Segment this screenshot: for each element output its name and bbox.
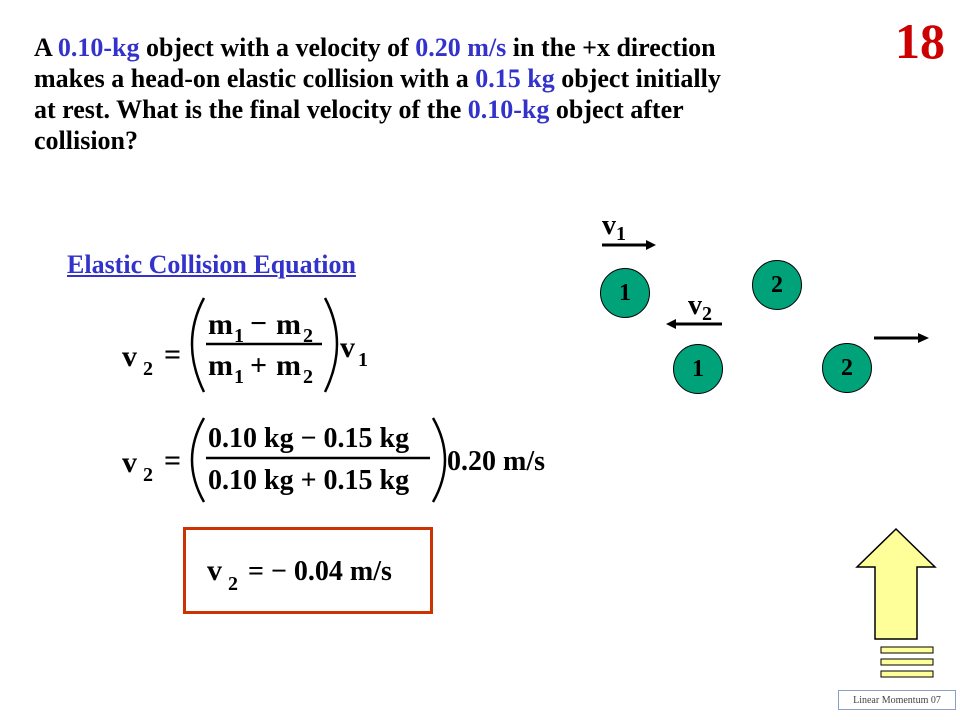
sub-equals: = xyxy=(164,444,182,477)
nav-bar-1 xyxy=(881,647,933,653)
footer-tag: Linear Momentum 07 xyxy=(838,690,956,710)
sub-left-paren xyxy=(192,418,204,502)
general-rhs: v xyxy=(340,331,355,364)
sub-rhs: 0.20 m/s xyxy=(447,446,545,477)
general-minus: − xyxy=(250,307,268,340)
substituted-equation xyxy=(122,418,545,502)
sub-denominator: 0.10 kg + 0.15 kg xyxy=(208,465,410,496)
slide-number: 18 xyxy=(895,13,945,69)
general-den-a: m xyxy=(208,349,233,382)
sub-lhs-sub: 2 xyxy=(143,464,153,486)
question-highlight: 0.20 m/s xyxy=(415,33,507,62)
question-segment: A xyxy=(34,33,58,62)
general-left-paren xyxy=(192,298,204,392)
nav-bar-3 xyxy=(881,671,933,677)
sub-lhs: v xyxy=(122,446,137,479)
question-highlight: 0.10-kg xyxy=(467,95,550,124)
general-equals: = xyxy=(164,338,182,371)
general-lhs: v xyxy=(122,340,137,373)
general-lhs-sub: 2 xyxy=(143,358,153,380)
sub-right-paren xyxy=(433,418,445,502)
v2-arrow-head xyxy=(666,319,676,329)
sub-numerator: 0.10 kg − 0.15 kg xyxy=(208,423,410,454)
equation-heading: Elastic Collision Equation xyxy=(67,250,356,279)
answer-lhs-sub: 2 xyxy=(228,573,238,595)
v1-label: $v_1$ xyxy=(602,210,626,245)
question-segment: in the +x direction makes a head-on elastic collision with a xyxy=(34,33,716,93)
nav-bar-2 xyxy=(881,659,933,665)
general-num-a-sub: 1 xyxy=(234,325,244,347)
general-num-b-sub: 2 xyxy=(303,325,313,347)
general-den-b-sub: 2 xyxy=(303,366,313,388)
answer-lhs: v xyxy=(207,554,222,587)
general-rhs-sub: 1 xyxy=(358,349,368,371)
v1-arrow-head xyxy=(646,240,656,250)
answer-box xyxy=(183,527,433,614)
general-equation xyxy=(122,298,368,392)
question-highlight: 0.15 kg xyxy=(475,64,555,93)
v2-label: $v_2$ xyxy=(688,290,712,325)
general-num-b: m xyxy=(276,308,301,341)
question-highlight: 0.10-kg xyxy=(57,33,140,62)
general-den-b: m xyxy=(276,349,301,382)
ball-2-before: 2 xyxy=(752,260,802,310)
general-den-a-sub: 1 xyxy=(234,366,244,388)
question-segment: object with a velocity of xyxy=(139,33,416,62)
answer-rhs: = − 0.04 m/s xyxy=(248,556,392,587)
general-num-a: m xyxy=(208,308,233,341)
general-right-paren xyxy=(325,298,337,392)
question-segment: object after collision? xyxy=(34,95,684,155)
question-segment: object initially at rest. What is the final velocity of the xyxy=(34,64,721,124)
ball-1-before: 1 xyxy=(600,268,650,318)
up-arrow-icon[interactable] xyxy=(855,527,937,679)
ball-2-after: 2 xyxy=(822,343,872,393)
ball2-arrow-head xyxy=(918,333,929,343)
general-plus: + xyxy=(250,349,268,382)
ball-1-after: 1 xyxy=(673,344,723,394)
